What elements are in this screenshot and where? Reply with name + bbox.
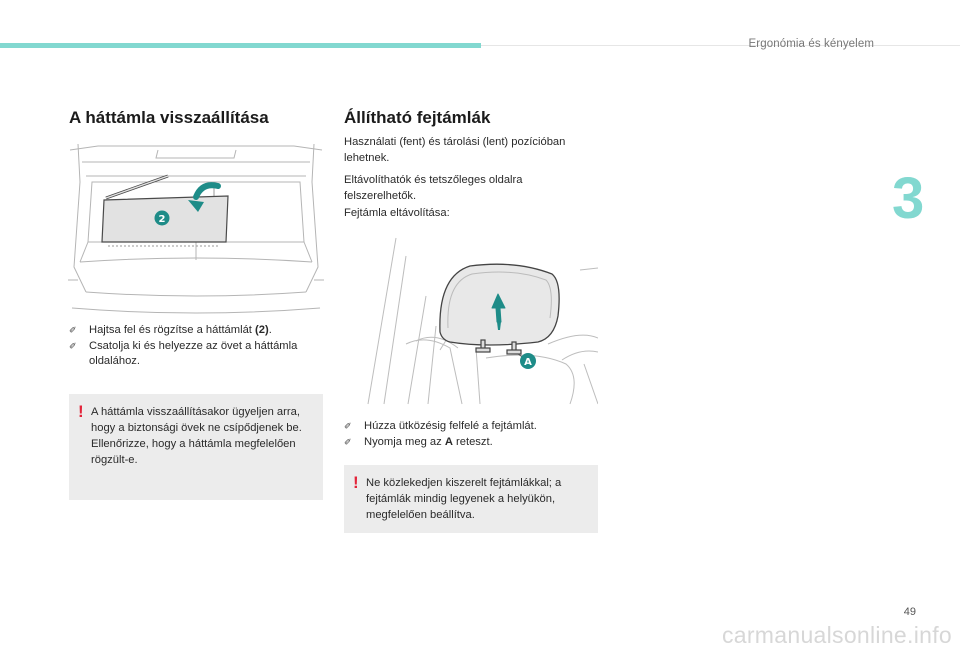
warning-text: A háttámla visszaállításakor ügyeljen arra, hogy a biztonsági övek ne csípődjenek be. Ellenőrizze, hogy a háttámla megfelelően rögzült-e.: [91, 406, 302, 466]
bullet-text: Hajtsa fel és rögzítse a háttámlát: [89, 324, 256, 336]
chapter-number: 3: [892, 166, 925, 231]
list-item: [344, 419, 600, 435]
list-item: [69, 339, 325, 370]
bullet-suffix: .: [268, 324, 272, 336]
trunk-seatback-illustration: [68, 142, 324, 314]
bullet-text: Csatolja ki és helyezze az övet a háttámla oldalához.: [89, 339, 298, 367]
right-bullet-list: [344, 419, 600, 450]
bullet-marker: ✐: [69, 325, 77, 335]
bullet-bold-ref: (2): [255, 324, 269, 336]
header-accent-bar: [0, 43, 481, 48]
bullet-bold-ref: A: [444, 435, 453, 448]
warning-text: Ne közlekedjen kiszerelt fejtámlákkal; a fejtámlák mindig legyenek a helyükön, megfelelően beállítva.: [366, 477, 562, 521]
right-section-title: Állítható fejtámlák: [344, 108, 491, 127]
callout-label-a: A: [524, 357, 532, 368]
headrest-removal-illustration: [366, 236, 598, 408]
header-rule: [481, 45, 960, 46]
left-bullet-list: [69, 323, 325, 370]
paragraph: Fejtámla eltávolítása:: [344, 207, 450, 219]
page-number: 49: [903, 606, 916, 618]
bullet-marker: ✐: [69, 340, 77, 351]
bullet-text: Húzza ütközésig felfelé a fejtámlát.: [364, 420, 537, 432]
bullet-marker: ✐: [344, 421, 352, 431]
watermark-text: carmanualsonline.info: [721, 622, 952, 648]
exclamation-icon: !: [78, 402, 84, 421]
paragraph: Használati (fent) és tárolási (lent) pozícióban lehetnek.: [344, 136, 566, 164]
bullet-suffix: reteszt.: [452, 435, 493, 448]
section-title: Ergonómia és kényelem: [748, 38, 874, 50]
exclamation-icon: !: [353, 473, 359, 492]
right-warning-note: [344, 465, 598, 533]
paragraph: Eltávolíthatók és tetszőleges oldalra felszerelhetők.: [344, 174, 523, 202]
bullet-marker: ✐: [344, 436, 352, 447]
list-item: [344, 435, 600, 451]
bullet-text: Nyomja meg az: [364, 435, 445, 448]
left-warning-note: [69, 394, 323, 500]
left-section-title: A háttámla visszaállítása: [69, 108, 269, 127]
list-item: [69, 323, 325, 339]
callout-label-2: 2: [158, 214, 166, 225]
